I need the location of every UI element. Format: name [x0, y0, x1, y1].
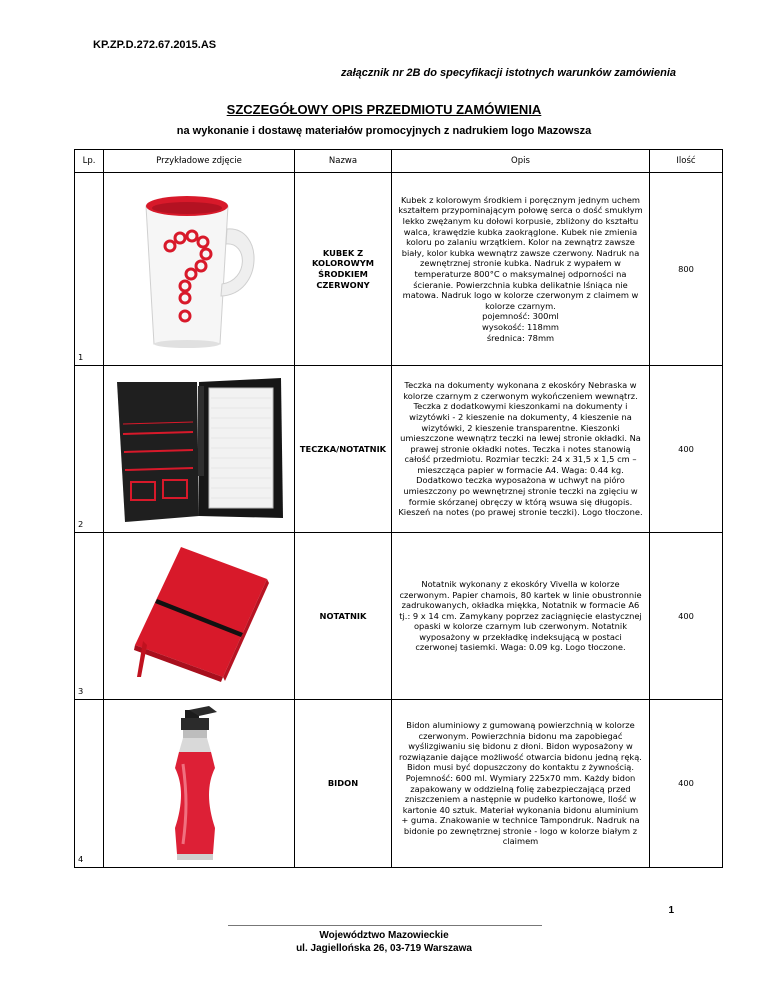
column-header-name: Nazwa — [295, 150, 392, 173]
aluminium-bottle-icon — [159, 704, 239, 864]
product-photo — [104, 173, 295, 366]
product-quantity: 400 — [650, 700, 723, 868]
page-number: 1 — [668, 905, 674, 916]
red-notebook-icon — [119, 541, 279, 691]
page-subtitle: na wykonanie i dostawę materiałów promocyjnych z nadrukiem logo Mazowsza — [176, 125, 592, 137]
diameter-text: średnica: 78mm — [486, 332, 555, 343]
product-photo — [104, 366, 295, 533]
red-white-mug-icon — [124, 184, 274, 354]
annex-note: załącznik nr 2B do specyfikacji istotnych warunków zamówienia — [341, 67, 676, 79]
height-text: wysokość: 118mm — [482, 321, 559, 332]
capacity-text: pojemność: 300ml — [482, 311, 559, 322]
column-header-description: Opis — [392, 150, 650, 173]
table-row — [75, 533, 723, 700]
description-text: Kubek z kolorowym środkiem i poręcznym jednym uchem kształtem przypominającym połowę serca o dość smukłym lekko zwężanym ku dołowi korpusie, zbliżony do kształtu walca, krawędzie kubka zaokrąglone. Kubek nie zmienia koloru po zalaniu wrzątkiem. Kolor na zewnątrz zawsze biały, kolor kubka wewnątrz zawsze czerwony. Nadruk na zewnętrznej stronie kubka. Nadruk z wypałem w temperaturze 800°C o maksymalnej odporności na ścieranie. Powierzchnia kubka delikatnie lśniąca nie matowa. Nadruk logo w kolorze czerwonym z claimem w kolorze czarnym. — [398, 194, 643, 311]
row-number: 3 — [75, 533, 104, 700]
table-header-row — [75, 150, 723, 173]
row-number: 1 — [75, 173, 104, 366]
product-description: Teczka na dokumenty wykonana z ekoskóry Nebraska w kolorze czarnym z czerwonym wykończeniem wewnątrz. Teczka z dodatkowymi kieszonkami na dokumenty i wizytówki - 2 kieszenie na dokumenty, 4 kieszenie na wizytówki, 2 kieszenie transparentne. Kieszonki umieszczone wewnątrz teczki na lewej stronie okładki. Na prawej stronie okładki notes. Teczka i notes stanowią całość przedmiotu. Rozmiar teczki: 24 x 31,5 x 1,5 cm – mieszcząca papier w formacie A4. Waga: 0.44 kg. Dodatkowo teczka wyposażona w uchwyt na pióro umieszczony po wewnętrznej stronie teczki na zgięciu w formie skórzanej obręczy w którą wsuwa się długopis. Kieszeń na notes (po prawej stronie teczki). Logo tłoczone. — [392, 366, 650, 533]
product-name: BIDON — [295, 700, 392, 868]
table-row — [75, 700, 723, 868]
document-folder-icon — [109, 374, 289, 524]
product-quantity: 800 — [650, 173, 723, 366]
product-photo — [104, 700, 295, 868]
table-row — [75, 173, 723, 366]
page-title: SZCZEGÓŁOWY OPIS PRZEDMIOTU ZAMÓWIENIA — [226, 102, 542, 117]
document-reference: KP.ZP.D.272.67.2015.AS — [93, 39, 217, 51]
product-quantity: 400 — [650, 533, 723, 700]
row-number: 2 — [75, 366, 104, 533]
column-header-lp: Lp. — [75, 150, 104, 173]
column-header-quantity: Ilość — [650, 150, 723, 173]
footer-divider — [228, 925, 542, 926]
product-name: NOTATNIK — [295, 533, 392, 700]
product-quantity: 400 — [650, 366, 723, 533]
footer — [0, 929, 768, 955]
column-header-photo: Przykładowe zdjęcie — [104, 150, 295, 173]
footer-address: ul. Jagiellońska 26, 03-719 Warszawa — [296, 943, 472, 954]
product-description: Bidon aluminiowy z gumowaną powierzchnią w kolorze czerwonym. Powierzchnia bidonu ma zapobiegać wyślizgiwaniu się bidonu z dłoni. Bidon wyposażony w rozwiązanie dające możliwość otwarcia bidonu jedną ręką. Bidon musi być dopuszczony do kontaktu z żywnością. Pojemność: 600 ml. Wymiary 225x70 mm. Każdy bidon zapakowany w oddzielną folię zabezpieczającą przed zniszczeniem a następnie w pudełko kartonowe, Ilość w kartonie 40 sztuk. Materiał wykonania bidonu aluminium + guma. Znakowanie w technice Tampondruk. Nadruk na bidonie po zewnętrznej stronie - logo w kolorze białym z claimem — [392, 700, 650, 868]
table-row — [75, 366, 723, 533]
product-description: Notatnik wykonany z ekoskóry Vivella w kolorze czerwonym. Papier chamois, 80 kartek w linie obustronnie zadrukowanych, okładka miękka, Notatnik w formacie A6 tj.: 9 x 14 cm. Zamykany poprzez zaciągnięcie elastycznej opaski w kolorze czarnym lub czerwonym. Notatnik wyposażony w przekładkę indeksującą w postaci czerwonej tasiemki. Waga: 0.09 kg. Logo tłoczone. — [392, 533, 650, 700]
product-name: TECZKA/NOTATNIK — [295, 366, 392, 533]
product-photo — [104, 533, 295, 700]
row-number: 4 — [75, 700, 104, 868]
product-name: KUBEK Z KOLOROWYM ŚRODKIEM CZERWONY — [295, 173, 392, 366]
specification-table — [74, 149, 723, 868]
product-description — [392, 173, 650, 366]
footer-organization: Województwo Mazowieckie — [319, 930, 449, 941]
